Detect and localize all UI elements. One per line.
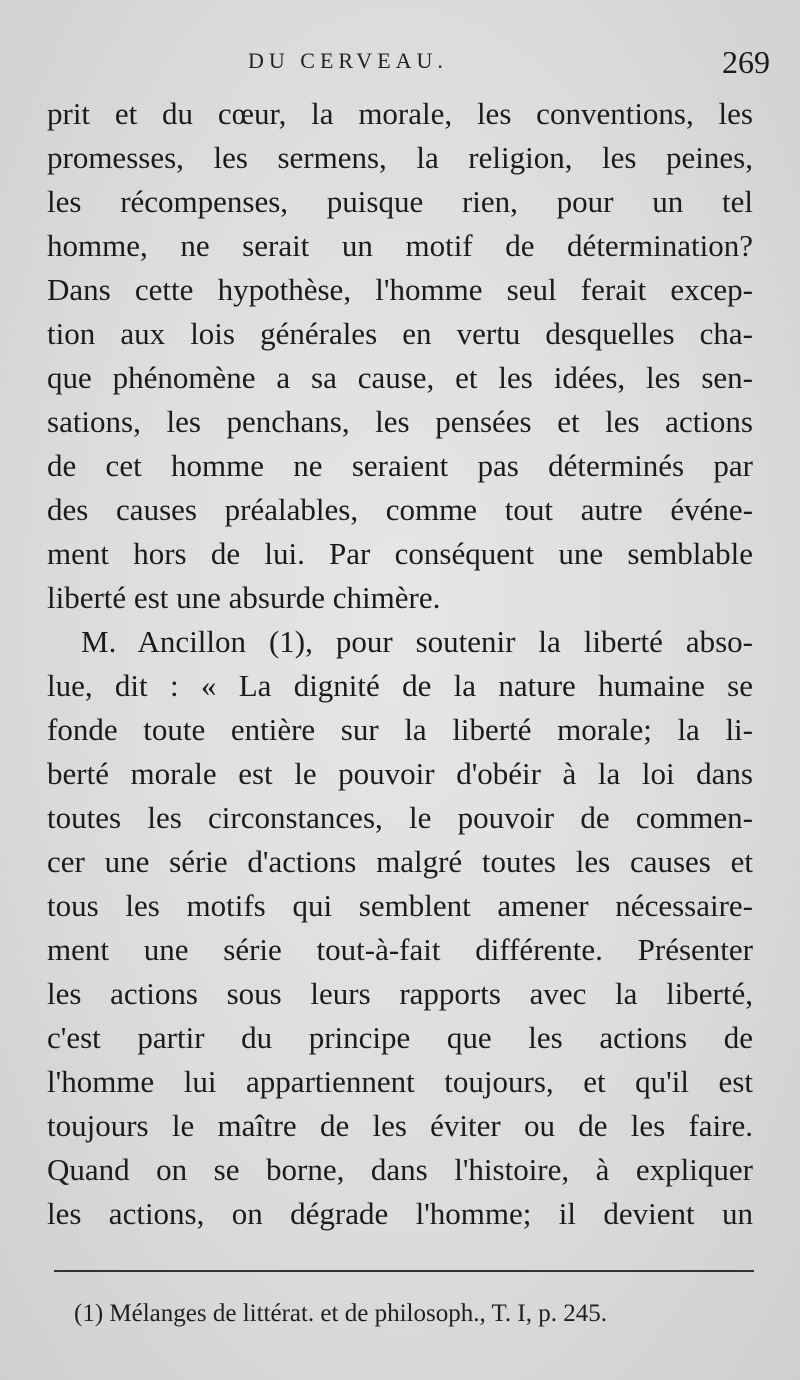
body-text — [47, 92, 753, 1236]
page-header — [0, 44, 800, 84]
footnote-rule — [54, 1270, 754, 1272]
text-line: c'est partir du principe que les actions de — [47, 1020, 753, 1055]
text-line: fonde toute entière sur la liberté morale; la li- — [47, 712, 753, 747]
text-line: berté morale est le pouvoir d'obéir à la loi dans — [47, 756, 753, 791]
text-line: ment hors de lui. Par conséquent une semblable — [47, 536, 753, 571]
text-line: que phénomène a sa cause, et les idées, les sen- — [47, 360, 753, 395]
footnote: (1) Mélanges de littérat. et de philosoph., T. I, p. 245. — [74, 1300, 607, 1327]
text-line: Quand on se borne, dans l'histoire, à expliquer — [47, 1152, 753, 1187]
text-line: de cet homme ne seraient pas déterminés par — [47, 448, 753, 483]
page-number: 269 — [722, 44, 770, 80]
text-line: l'homme lui appartiennent toujours, et qu'il est — [47, 1064, 753, 1099]
text-line: homme, ne serait un motif de détermination? — [47, 228, 753, 263]
text-line: les actions sous leurs rapports avec la liberté, — [47, 976, 753, 1011]
text-line: prit et du cœur, la morale, les conventions, les — [47, 96, 753, 131]
paragraph-start-line: M. Ancillon (1), pour soutenir la liberté abso- — [81, 624, 753, 659]
text-line: Dans cette hypothèse, l'homme seul ferait excep- — [47, 272, 753, 307]
paragraph-end-line: liberté est une absurde chimère. — [47, 580, 441, 615]
running-head: DU CERVEAU. — [248, 48, 448, 73]
text-line: toutes les circonstances, le pouvoir de commen- — [47, 800, 753, 835]
text-line: cer une série d'actions malgré toutes les causes et — [47, 844, 753, 879]
text-line: ment une série tout-à-fait différente. Présenter — [47, 932, 753, 967]
text-line: toujours le maître de les éviter ou de les faire. — [47, 1108, 753, 1143]
text-line: promesses, les sermens, la religion, les peines, — [47, 140, 753, 175]
text-line: sations, les penchans, les pensées et les actions — [47, 404, 753, 439]
text-line: les actions, on dégrade l'homme; il devient un — [47, 1196, 753, 1231]
text-line: tous les motifs qui semblent amener nécessaire- — [47, 888, 753, 923]
text-line: tion aux lois générales en vertu desquelles cha- — [47, 316, 753, 351]
text-line: lue, dit : « La dignité de la nature humaine se — [47, 668, 753, 703]
text-line: les récompenses, puisque rien, pour un tel — [47, 184, 753, 219]
text-line: des causes préalables, comme tout autre événe- — [47, 492, 753, 527]
